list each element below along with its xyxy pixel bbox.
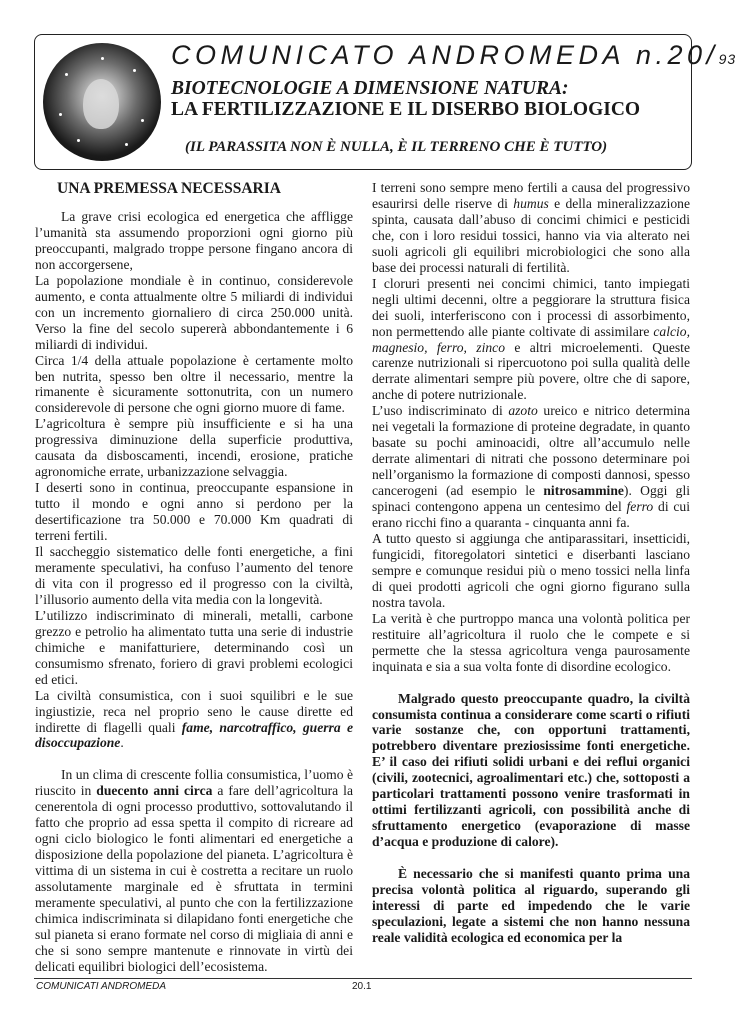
emphasis: ferro xyxy=(626,499,654,515)
left-column xyxy=(35,180,353,975)
paragraph: In un clima di crescente follia consumistica, l’uomo è riuscito in duecento anni circa a fare dell’agricoltura la cenerentola di ogni processo produttivo, sottovalutando il fatto che proprio ad essa spetta il compito di ricreare ad ogni ciclo biologico le fonti alimentari ed energetiche a disposizione della popolazione del pianeta. L’agricoltura è vittima di un sistema in cui è costretta a recitare un ruolo assolutamente marginale ed è sfruttata in termini meramente speculativi, al punto che con la fertilizzazione chimica indiscriminata si dilapidano fonti energetiche che sul pianeta si erano formate nel corso di migliaia di anni e che si sono sempre mantenute e rinnovate in virtù dei delicati equilibri biologici dell’ecosistema. xyxy=(35,767,353,974)
section-heading: UNA PREMESSA NECESSARIA xyxy=(57,180,281,197)
paragraph: La popolazione mondiale è in continuo, considerevole aumento, e conta attualmente oltre 5 miliardi di individui con un incremento giornaliero di circa 250.000 unità. Verso la fine del secolo supererà abbondantemente i 6 miliardi di individui. xyxy=(35,272,353,352)
emphasis: duecento anni circa xyxy=(96,783,213,799)
paragraph-bold: È necessario che si manifesti quanto prima una precisa volontà politica al riguardo, superando gli interessi di parte ed impedendo che le varie speculazioni, legate a sistemi che non hanno nessuna reale validità ecologica ed economica per la xyxy=(372,866,690,945)
headline-line-2: LA FERTILIZZAZIONE E IL DISERBO BIOLOGICO xyxy=(171,99,641,120)
headline-line-1: BIOTECNOLOGIE A DIMENSIONE NATURA: xyxy=(171,78,569,99)
paragraph: L’agricoltura è sempre più insufficiente e si ha una progressiva diminuzione della superficie produttiva, causata da disboscamenti, incendi, erosione, pratiche agronomiche errate, urbanizzazione selvaggia. xyxy=(35,416,353,480)
footer-rule xyxy=(34,978,692,979)
emphasis: azoto xyxy=(508,403,538,419)
paragraph: L’uso indiscriminato di azoto ureico e nitrico determina nei vegetali la formazione di proteine degradate, in quanto basate su pochi aminoacidi, oltre all’accumulo nelle derrate alimentari di nitrati che possono determinare poi nell’organismo la formazione di composti dannosi, spesso cancerogeni (ad esempio le nitrosammine). Oggi gli spinaci contengono appena un centesimo del ferro di cui erano ricchi fino a quaranta - cinquanta anni fa. xyxy=(372,403,690,531)
emphasis: fame, narcotraffico, guerra e disoccupazione xyxy=(35,719,353,751)
paragraph: I cloruri presenti nei concimi chimici, tanto impiegati negli ultimi decenni, oltre a peggiorare la struttura fisica dei suoli, interferiscono con i processi di assorbimento, non permettendo alle piante coltivate di assimilare calcio, magnesio, ferro, zinco e altri microelementi. Queste carenze nutrizionali si ripercuotono poi sulla qualità delle derrate alimentari sempre più povere, oltre che di sapore, anche di potere nutrizionale. xyxy=(372,275,690,403)
paragraph: A tutto questo si aggiunga che antiparassitari, insetticidi, fungicidi, fitoregolatori sintetici e diserbanti lasciano sempre e comunque residui più o meno tossici nella linfa di quei prodotti agricoli che ogni giorno figurano sulla nostra tavola. xyxy=(372,530,690,610)
masthead-title: COMUNICATO ANDROMEDA n.20/93 xyxy=(171,40,736,70)
emphasis: calcio, magnesio, ferro, zinco xyxy=(372,323,690,355)
paragraph: L’utilizzo indiscriminato di minerali, metalli, carbone grezzo e petrolio ha alimentato tutta una serie di industrie chimiche e manifatturiere, determinando così un consumismo sfrenato, foriero di gravi problemi ecologici ed etici. xyxy=(35,607,353,687)
andromeda-logo xyxy=(43,43,161,161)
subheadline: (IL PARASSITA NON È NULLA, È IL TERRENO CHE È TUTTO) xyxy=(185,139,608,155)
masthead-year: 93 xyxy=(718,51,736,67)
paragraph: La civiltà consumistica, con i suoi squilibri e le sue ingiustizie, reca nel proprio seno le cause dirette ed indirette di flagelli quali fame, narcotraffico, guerra e disoccupazione. xyxy=(35,687,353,751)
emphasis: humus xyxy=(513,195,549,211)
right-column xyxy=(372,180,690,946)
paragraph-bold: Malgrado questo preoccupante quadro, la civiltà consumista continua a considerare come scarti o rifiuti varie sostanze che, con opportuni trattamenti, potrebbero diventare preziosissime fonti energetiche. E’ il caso dei rifiuti solidi urbani e dei reflui organici (civili, zootecnici, agroalimentari etc.) che, sottoposti a particolari trattamenti possono venire trasformati in ottimi fertilizzanti agricoli, con possibilità anche di sfruttamento energetico (evaporazione di masse d’acqua e produzione di calore). xyxy=(372,690,690,850)
paragraph: La verità è che purtroppo manca una volontà politica per restituire all’agricoltura il ruolo che le compete e si permette che la stessa agricoltura venga paurosamente inquinata e sia a sua volta fonte di disordine ecologico. xyxy=(372,610,690,674)
footer-page-number: 20.1 xyxy=(352,981,372,992)
paragraph: I deserti sono in continua, preoccupante espansione in tutto il mondo e ogni anno si perdono per la desertificazione tra 50.000 e 70.000 Km quadrati di terreni fertili. xyxy=(35,480,353,544)
footer-publication: COMUNICATI ANDROMEDA xyxy=(36,981,166,992)
paragraph: Il saccheggio sistematico delle fonti energetiche, a fini meramente speculativi, ha confuso l’aumento del tenore di vita con il progresso ed il progresso con la civiltà, l’illusorio aumento della vita media con la longevità. xyxy=(35,544,353,607)
header-box xyxy=(34,34,736,170)
headline xyxy=(171,78,686,120)
paragraph: Circa 1/4 della attuale popolazione è certamente molto ben nutrita, spesso ben oltre il necessario, mentre la rimanente è sicuramente sottonutrita, con un numero considerevole di persone che ogni giorno muore di fame. xyxy=(35,352,353,416)
emphasis: nitrosammine xyxy=(543,483,624,499)
paragraph: La grave crisi ecologica ed energetica che affligge l’umanità sta assumendo proporzioni ogni giorno più preoccupanti, malgrado troppe persone fingano ancora di non accorgersene, xyxy=(35,209,353,272)
paragraph: I terreni sono sempre meno fertili a causa del progressivo esaurirsi delle riserve di humus e della mineralizzazione spinta, causata dall’abuso di concimi chimici e pesticidi che, con i loro residui tossici, hanno via via alterato nei suoli agricoli gli equilibri microbiologici che sono alla base dei processi naturali di fertilità. xyxy=(372,180,690,275)
